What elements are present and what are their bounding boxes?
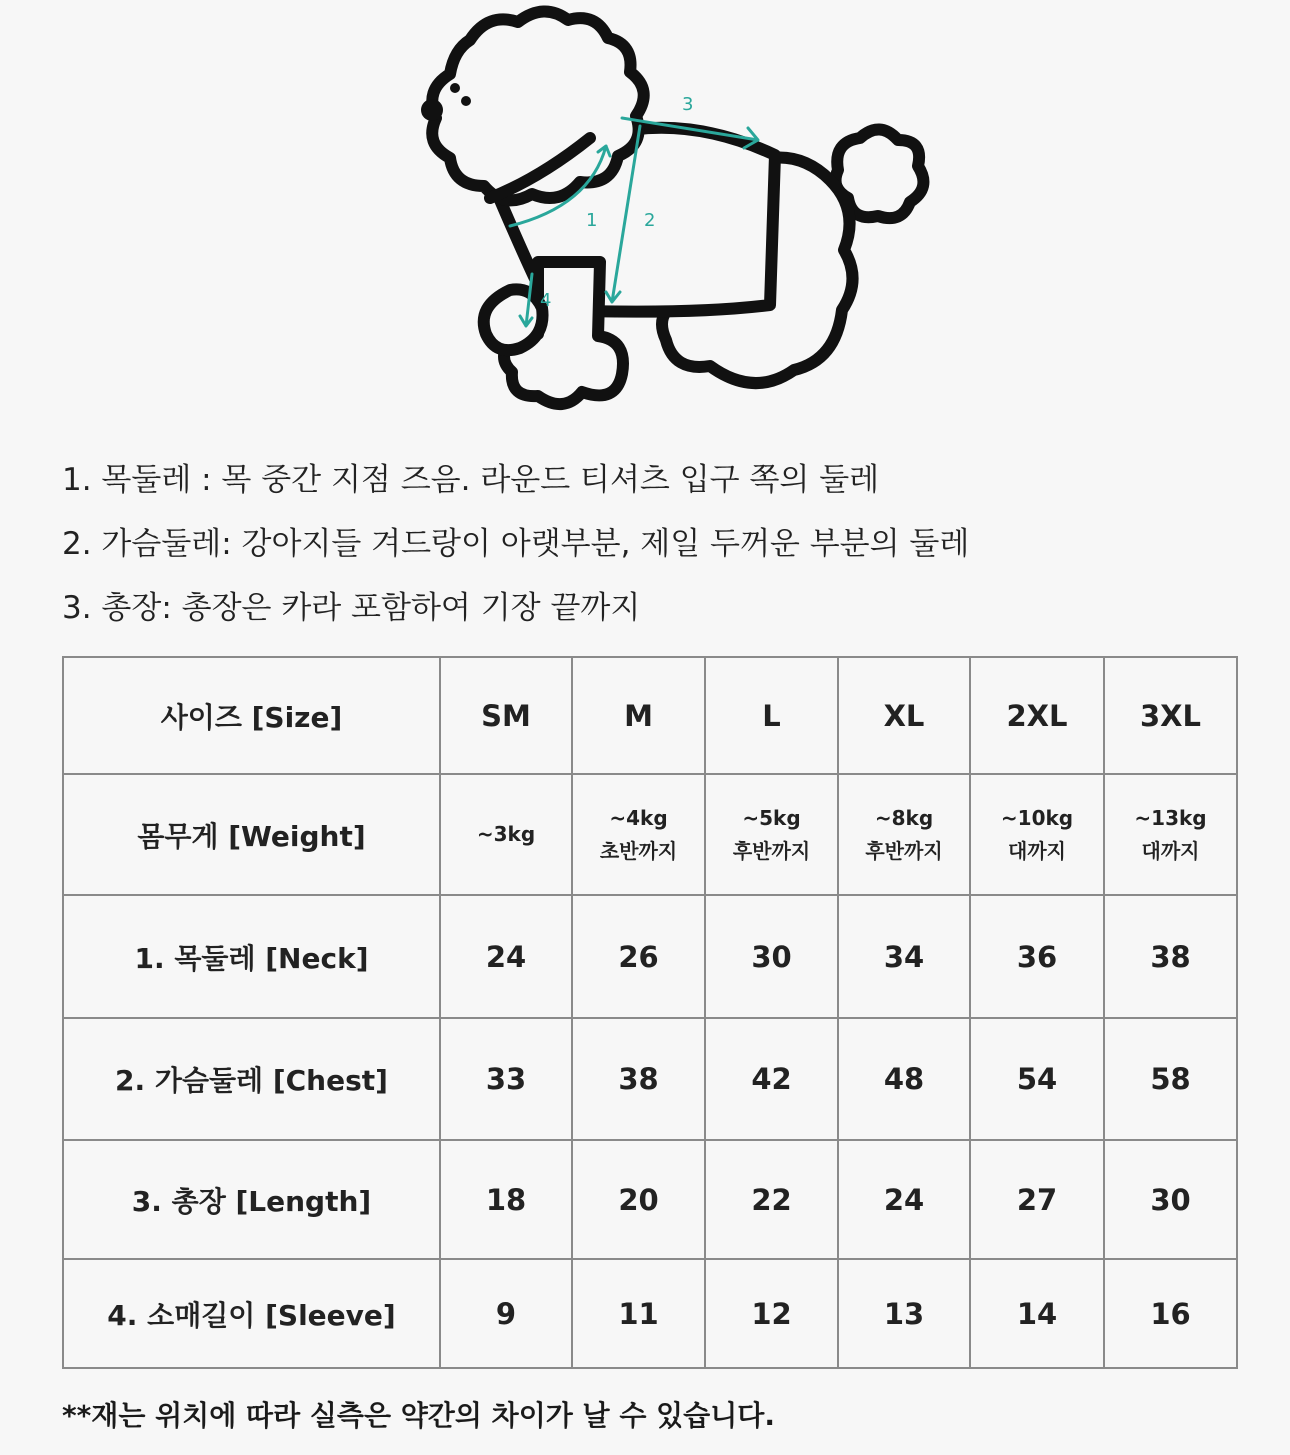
chest-value: 58 bbox=[1104, 1018, 1237, 1140]
marker-2: 2 bbox=[644, 210, 656, 231]
sleeve-label: 4. 소매길이 [Sleeve] bbox=[63, 1259, 440, 1368]
sleeve-value: 13 bbox=[838, 1259, 970, 1368]
marker-4: 4 bbox=[540, 290, 552, 311]
table-row-length bbox=[63, 1140, 1237, 1259]
table-row-chest bbox=[63, 1018, 1237, 1140]
length-value: 22 bbox=[705, 1140, 838, 1259]
neck-value: 38 bbox=[1104, 895, 1237, 1018]
weight-cell: ~10kg 대까지 bbox=[970, 774, 1104, 895]
length-value: 20 bbox=[572, 1140, 705, 1259]
table-header-row bbox=[63, 657, 1237, 774]
dog-nose-dot bbox=[450, 83, 460, 93]
chest-value: 33 bbox=[440, 1018, 572, 1140]
measurement-footnote: **재는 위치에 따라 실측은 약간의 차이가 날 수 있습니다. bbox=[62, 1399, 775, 1432]
chest-value: 38 bbox=[572, 1018, 705, 1140]
size-sm: SM bbox=[440, 657, 572, 774]
size-table bbox=[62, 656, 1238, 1369]
size-3xl: 3XL bbox=[1104, 657, 1237, 774]
neck-value: 26 bbox=[572, 895, 705, 1018]
neck-value: 34 bbox=[838, 895, 970, 1018]
chest-value: 54 bbox=[970, 1018, 1104, 1140]
length-value: 27 bbox=[970, 1140, 1104, 1259]
length-value: 18 bbox=[440, 1140, 572, 1259]
sleeve-value: 16 bbox=[1104, 1259, 1237, 1368]
dog-measurement-illustration bbox=[360, 0, 940, 420]
weight-cell: ~3kg bbox=[440, 774, 572, 895]
sleeve-value: 12 bbox=[705, 1259, 838, 1368]
dog-eye bbox=[421, 99, 443, 121]
sleeve-value: 9 bbox=[440, 1259, 572, 1368]
dog-front-paw-back bbox=[484, 289, 543, 350]
weight-cell: ~4kg 초반까지 bbox=[572, 774, 705, 895]
length-value: 30 bbox=[1104, 1140, 1237, 1259]
chest-value: 48 bbox=[838, 1018, 970, 1140]
neck-value: 30 bbox=[705, 895, 838, 1018]
chest-value: 42 bbox=[705, 1018, 838, 1140]
sleeve-value: 14 bbox=[970, 1259, 1104, 1368]
note-neck: 1. 목둘레 : 목 중간 지점 즈음. 라운드 티셔츠 입구 쪽의 둘레 bbox=[62, 462, 880, 498]
neck-value: 24 bbox=[440, 895, 572, 1018]
weight-cell: ~5kg 후반까지 bbox=[705, 774, 838, 895]
size-l: L bbox=[705, 657, 838, 774]
sleeve-value: 11 bbox=[572, 1259, 705, 1368]
chest-label: 2. 가슴둘레 [Chest] bbox=[63, 1018, 440, 1140]
measurement-notes bbox=[62, 458, 1242, 650]
dog-nose-dot-2 bbox=[461, 96, 471, 106]
marker-3: 3 bbox=[682, 94, 694, 115]
header-label: 사이즈 [Size] bbox=[63, 657, 440, 774]
weight-cell: ~13kg 대까지 bbox=[1104, 774, 1237, 895]
length-label: 3. 총장 [Length] bbox=[63, 1140, 440, 1259]
table-row-sleeve bbox=[63, 1259, 1237, 1368]
size-xl: XL bbox=[838, 657, 970, 774]
length-value: 24 bbox=[838, 1140, 970, 1259]
marker-1: 1 bbox=[586, 210, 598, 231]
size-2xl: 2XL bbox=[970, 657, 1104, 774]
note-chest: 2. 가슴둘레: 강아지들 겨드랑이 아랫부분, 제일 두꺼운 부분의 둘레 bbox=[62, 526, 970, 562]
table-row-weight bbox=[63, 774, 1237, 895]
weight-label: 몸무게 [Weight] bbox=[63, 774, 440, 895]
weight-cell: ~8kg 후반까지 bbox=[838, 774, 970, 895]
size-m: M bbox=[572, 657, 705, 774]
neck-value: 36 bbox=[970, 895, 1104, 1018]
note-length: 3. 총장: 총장은 카라 포함하여 기장 끝까지 bbox=[62, 590, 641, 626]
table-row-neck bbox=[63, 895, 1237, 1018]
neck-label: 1. 목둘레 [Neck] bbox=[63, 895, 440, 1018]
